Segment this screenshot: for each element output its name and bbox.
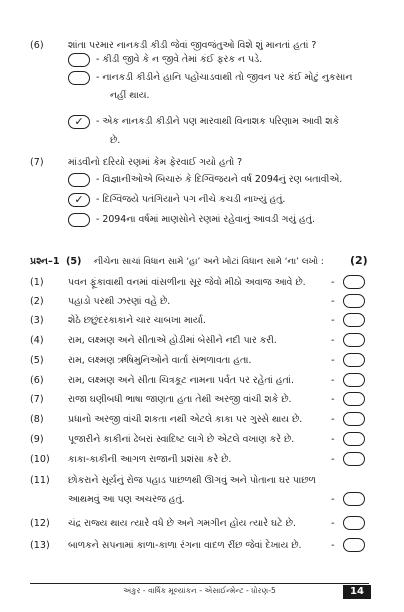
q6-option-3: - એક નાનકડી કીડીને પણ મારવાથી વિનાશક પરિણામ આવી શકે (96, 116, 340, 127)
answer-box-statement-5[interactable] (343, 353, 365, 367)
statement-2-number: (2) (30, 296, 44, 307)
answer-box-statement-11[interactable] (343, 492, 365, 506)
statement-11-text-cont: આથમવું આ પણ અચરજ હતું. (68, 494, 185, 505)
statement-5-dash: - (331, 355, 335, 366)
statement-2-text: પહાડો પરથી ઝરણાં વહે છે. (68, 296, 171, 307)
section-instruction: નીચેના સાચાં વિધાન સામે ‘હા’ અને ખોટાં વિધાન સામે ‘ના’ લખો : (94, 257, 324, 267)
answer-box-statement-4[interactable] (343, 333, 365, 347)
q6-option-2-cont: નહીં થાય. (110, 90, 150, 101)
question-7-text: માંડવીનો દરિયો રણમાં કેમ ફેરવાઈ ગયો હતો ? (68, 157, 243, 168)
statement-1-number: (1) (30, 277, 44, 288)
statement-1-text: પવન ફૂંકાવાથી વનમાં વાંસળીના સૂર જેવો મીઠો અવાજ આવે છે. (68, 277, 306, 288)
statement-9-text: પૂજારીને કાકીનાં ઢેબરાં સ્વાદિષ્ટ લાગે છે એટલે વખાણ કરે છે. (68, 434, 295, 445)
statement-3-number: (3) (30, 315, 44, 326)
statement-12-dash: - (331, 518, 335, 529)
q7-option-1: - વિજ્ઞાનીઓએ બિચારું કે દિગ્વિજયને વર્ષ 2094નું રણ બતાવીએ. (96, 174, 343, 185)
answer-box-q6-option-1[interactable] (68, 53, 90, 67)
q6-option-3-cont: છે. (110, 135, 121, 146)
q6-option-1: - કીડી જીવે કે ન જીવે તેમાં કંઈ ફરક ન પડે. (96, 54, 263, 65)
question-7-number: (7) (30, 157, 44, 168)
statement-10-number: (10) (30, 454, 50, 465)
statement-9-dash: - (331, 434, 335, 445)
statement-11-dash: - (331, 494, 335, 505)
q7-option-2: - દિગ્વિજયે પતંગિયાને પગ નીચે કચડી નાખ્યું હતું. (96, 194, 286, 205)
statement-6-text: રામ, લક્ષ્મણ અને સીતા ચિત્રકૂટ નામના પર્વત પર રહેતાં હતાં. (68, 375, 294, 386)
answer-box-q7-option-2[interactable]: ✓ (68, 193, 90, 207)
answer-box-statement-10[interactable] (343, 452, 365, 466)
statement-4-dash: - (331, 335, 335, 346)
statement-4-number: (4) (30, 335, 44, 346)
question-6-text: શાંતા પરમાર નાનકડી કીડી જેવાં જીવજંતુઓ વિશે શું માનતાં હતાં ? (68, 40, 317, 51)
answer-box-statement-13[interactable] (343, 538, 365, 552)
statement-6-dash: - (331, 375, 335, 386)
answer-box-statement-9[interactable] (343, 432, 365, 446)
statement-5-text: રામ, લક્ષ્મણ ઋષિમુનિઓને વાર્તા સંભળાવતા હતા. (68, 355, 252, 366)
statement-13-dash: - (331, 540, 335, 551)
answer-box-q6-option-2[interactable] (68, 71, 90, 85)
statement-4-text: રામ, લક્ષ્મણ અને સીતાએ હોડીમાં બેસીને નદી પાર કરી. (68, 335, 277, 346)
statement-3-dash: - (331, 315, 335, 326)
section-marks: (2) (350, 254, 368, 267)
statement-6-number: (6) (30, 375, 44, 386)
question-6-number: (6) (30, 40, 44, 51)
statement-7-text: રાજા ઘણીબધી ભાષા જાણતા હતા તેથી અરજી વાંચી શકે છે. (68, 394, 292, 405)
statement-11-text: છોકરાને સૂર્યનું રોજ પહાડ પાછળથી ઊગવું અને પોતાના ઘર પાછળ (68, 475, 316, 486)
footer-text: અંકુર - વાર્ષિક મૂલ્યાંકન - એસાઈન્મેન્ટ - ધોરણ-5 (123, 586, 276, 595)
statement-13-number: (13) (30, 540, 50, 551)
section-label: પ્રશ્ન–1 (30, 256, 60, 267)
statement-3-text: શેઠે છછુંદરકાકાને ચાર ચાબખા માર્યા. (68, 315, 206, 326)
page-number: 14 (343, 585, 371, 599)
answer-box-statement-6[interactable] (343, 373, 365, 387)
statement-11-number: (11) (30, 475, 50, 486)
q7-option-3: - 2094ના વર્ષમાં માણસોને રણમાં રહેવાનું આવડી ગયું હતું. (96, 214, 315, 225)
answer-box-statement-3[interactable] (343, 313, 365, 327)
statement-8-text: પ્રધાનો અરજી વાંચી શકતા નથી એટલે કાકા પર ગુસ્સે થાય છે. (68, 414, 303, 425)
statement-7-dash: - (331, 394, 335, 405)
answer-box-q7-option-1[interactable] (68, 173, 90, 187)
q6-option-2: - નાનકડી કીડીને હાનિ પહોંચાડવાથી તો જીવન પર કંઈ મોટું નુકસાન (96, 72, 353, 83)
statement-1-dash: - (331, 277, 335, 288)
statement-8-dash: - (331, 414, 335, 425)
statement-7-number: (7) (30, 394, 44, 405)
statement-13-text: બાળકને સપનામાં કાળા-કાળા રંગના વાદળ રીંછ જેવાં દેખાય છે. (68, 540, 302, 551)
section-sub-number: (5) (66, 256, 82, 267)
statement-2-dash: - (331, 296, 335, 307)
answer-box-q6-option-3[interactable]: ✓ (68, 115, 90, 129)
answer-box-q7-option-3[interactable] (68, 213, 90, 227)
answer-box-statement-2[interactable] (343, 294, 365, 308)
statement-5-number: (5) (30, 355, 44, 366)
statement-12-number: (12) (30, 518, 50, 529)
statement-10-dash: - (331, 454, 335, 465)
answer-box-statement-7[interactable] (343, 392, 365, 406)
page-footer (30, 583, 369, 598)
answer-box-statement-1[interactable] (343, 275, 365, 289)
statement-12-text: ચંદ્ર રાજ્ય થાય ત્યારે વધે છે અને ગમગીન હોય ત્યારે ઘટે છે. (68, 518, 296, 529)
statement-9-number: (9) (30, 434, 44, 445)
answer-box-statement-8[interactable] (343, 412, 365, 426)
answer-box-statement-12[interactable] (343, 516, 365, 530)
statement-8-number: (8) (30, 414, 44, 425)
statement-10-text: કાકા-કાકીની આગળ રાજાની પ્રશંસા કરે છે. (68, 454, 232, 465)
